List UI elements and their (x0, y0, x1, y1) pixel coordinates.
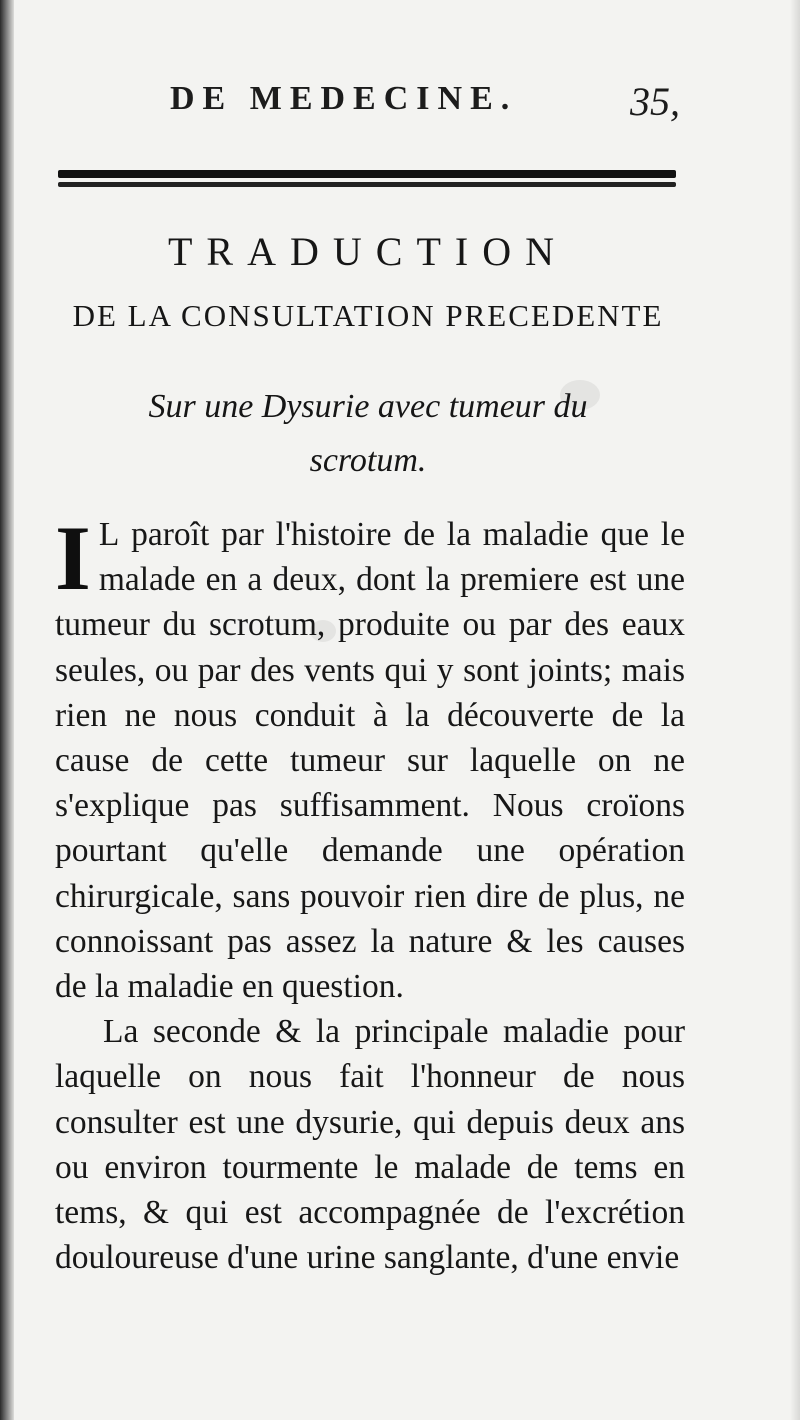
section-subtitle: DE LA CONSULTATION PRECEDENTE (72, 298, 664, 333)
rule-thick-line (58, 170, 676, 178)
paragraph-1-text: paroît par l'histoire de la maladie que le malade en a deux, dont la premiere est une tumeur du scrotum, produite ou par des eaux seules, ou par des vents qui y sont joints; mais rien ne nous conduit à la découverte de la cause de cette tumeur sur laquelle on ne s'explique pas suffisamment. Nous croïons pourtant qu'elle demande une opération chirurgicale, sans pouvoir rien dire de plus, ne connoissant pas assez la nature & les causes de la maladie en question. (55, 516, 685, 1006)
paragraph-2: La seconde & la principale maladie pour laquelle on nous fait l'honneur de nous consulter est une dysurie, qui depuis deux ans ou environ tourmente le malade de tems en tems, & qui est accompagnée de l'excrétion douloureuse d'une urine sanglante, d'une envie (55, 1013, 685, 1277)
section-topic (58, 380, 678, 488)
rule-thin-line (58, 182, 676, 187)
section-title: TRADUCTION (168, 229, 568, 274)
body-text (55, 507, 685, 1280)
topic-line-2: scrotum. (309, 442, 427, 479)
header-rule (58, 170, 676, 188)
topic-line-1: Sur une Dysurie avec tumeur du (148, 388, 588, 425)
drop-cap: I (55, 507, 91, 609)
running-title: DE MEDECINE. (170, 80, 518, 117)
first-word-cap: L (98, 516, 120, 553)
paragraph-1 (55, 507, 685, 1009)
running-header (170, 80, 680, 130)
page-number: 35, (630, 79, 680, 124)
